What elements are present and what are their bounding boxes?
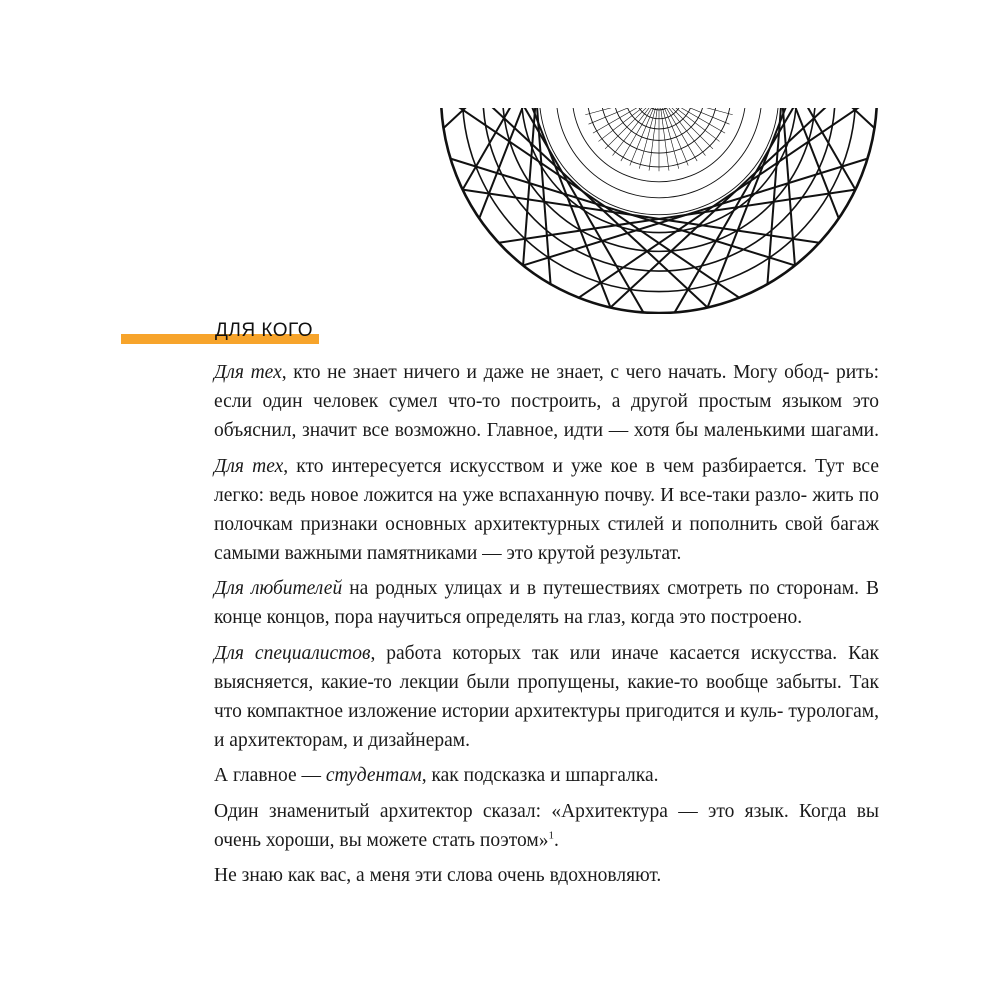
footnote-marker: 1 [548,829,554,841]
section-heading: ДЛЯ КОГО [215,320,313,341]
body-text [214,358,879,897]
paragraph-lead: Для тех [214,455,284,477]
geodesic-dome-drawing [440,108,880,314]
paragraph-lead: Для любителей [214,578,343,599]
paragraph: Не знаю как вас, а меня эти слова очень вдохновляют. [214,865,662,886]
paragraph: Для специалистов, работа которых так или иначе касается искусства. Как выясняется, какие-то лекции были пропущены, какие-то вообще забыты. Так что компактное изложение истории архитектуры пригодится и куль- турологам, и архитекторам, и дизайнерам. [214,642,880,751]
paragraph: Для любителей на родных улицах и в путешествиях смотреть по сторонам. В конце концов, пора научиться определять на глаз, когда это построено. [214,578,880,628]
paragraph-lead: Для тех [214,362,282,383]
paragraph: Один знаменитый архитектор сказал: «Архитектура — это язык. Когда вы очень хороши, вы можете стать поэтом»$^1$. [214,800,880,851]
paragraph-lead: Для специалистов [214,642,371,664]
paragraph: А главное — студентам, как подсказка и шпаргалка. [214,765,659,786]
paragraph: Для тех, кто не знает ничего и даже не знает, с чего начать. Могу обод- рить: если один человек сумел что-то построить, а другой простым языком это объяснил, значит все возможно. Главное, идти — хотя бы маленькими шагами. [214,362,880,441]
paragraph-lead: студентам [325,765,422,786]
paragraph: Для тех, кто интересуется искусством и уже кое в чем разбирается. Тут все легко: ведь новое ложится на уже вспаханную почву. И все-таки разло- жить по полочкам признаки основных архитектурных стилей и пополнить свой багаж самыми важными памятниками — это крутой результат. [214,455,879,564]
